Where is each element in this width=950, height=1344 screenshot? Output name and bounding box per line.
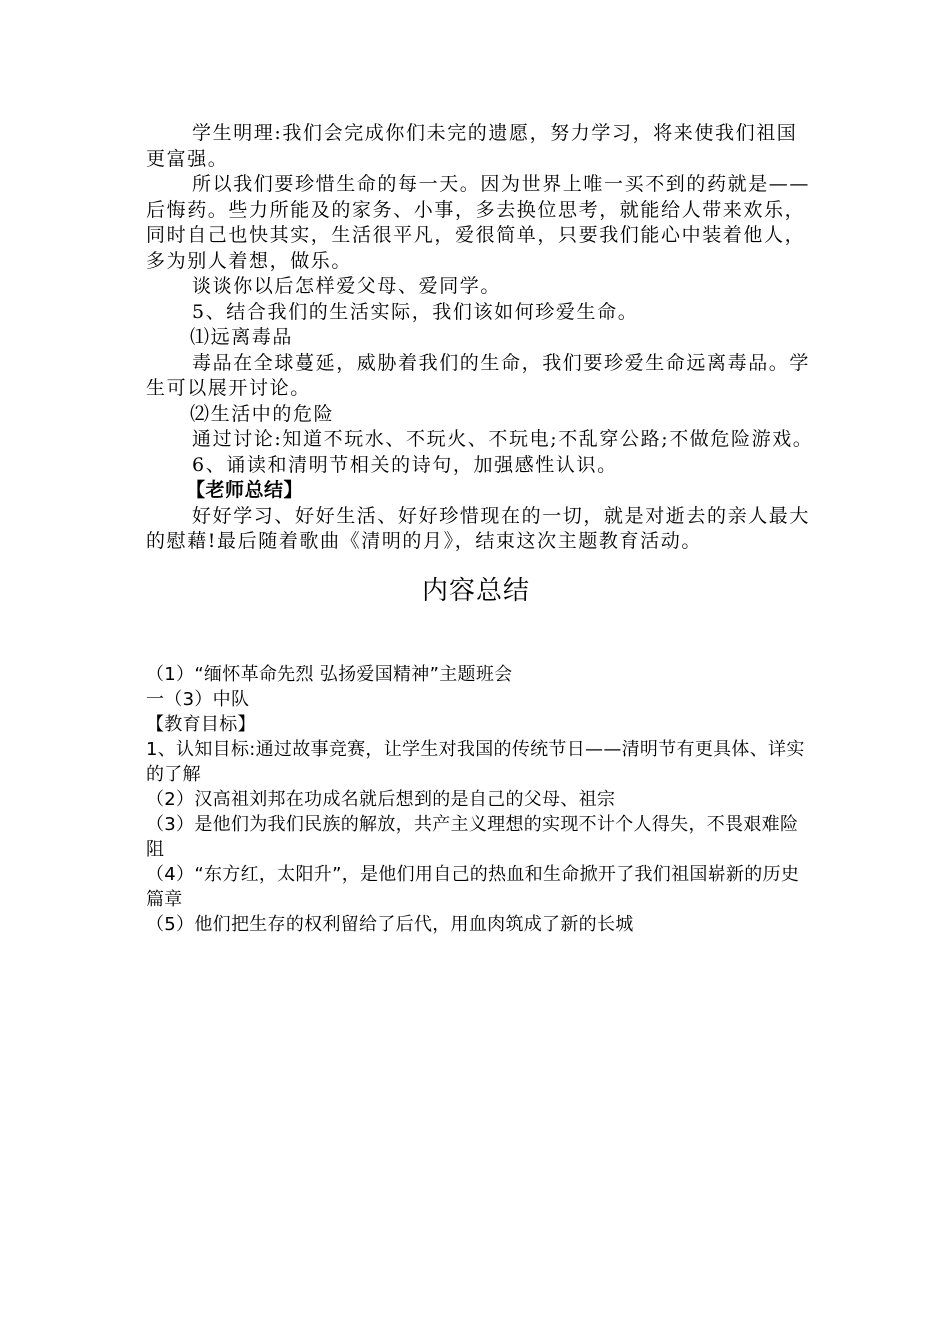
summary-line: （2）汉高祖刘邦在功成名就后想到的是自己的父母、祖宗: [146, 788, 616, 810]
paragraph-student-understanding: 学生明理:我们会完成你们未完的遗愿，努力学习，将来使我们祖国更富强。: [146, 122, 798, 170]
subheading-avoid-drugs: ⑴远离毒品: [190, 326, 294, 348]
summary-line: 【教育目标】: [146, 713, 256, 735]
summary-line: （5）他们把生存的权利留给了后代，用血肉筑成了新的长城: [146, 913, 634, 935]
paragraph-cherish-life: 所以我们要珍惜生命的每一天。因为世界上唯一买不到的药就是——后悔药。些力所能及的家务、小事，多去换位思考，就能给人带来欢乐，同时自己也快其实，生活很平凡，爱很简单，只要我们能心中装着他人，多为别人着想，做乐。: [146, 173, 811, 272]
paragraph-step-6: 6、诵读和清明节相关的诗句，加强感性认识。: [192, 453, 618, 476]
lesson-body: [146, 121, 816, 555]
paragraph-teacher-summary: 好好学习、好好生活、好好珍惜现在的一切，就是对逝去的亲人最大的慰藉!最后随着歌曲《清明的月》，结束这次主题教育活动。: [146, 504, 811, 552]
document-page: [146, 121, 816, 937]
summary-line: （3）是他们为我们民族的解放，共产主义理想的实现不计个人得失，不畏艰难险阻: [146, 813, 799, 860]
paragraph-dangers: 通过讨论:知道不玩水、不玩火、不玩电;不乱穿公路;不做危险游戏。: [192, 428, 814, 450]
summary-list: [146, 662, 816, 937]
summary-line: （1）“缅怀革命先烈 弘扬爱国精神”主题班会: [146, 663, 513, 685]
teacher-summary-heading: 【老师总结】: [186, 479, 304, 501]
subheading-life-dangers: ⑵生活中的危险: [190, 402, 335, 425]
paragraph-step-5: 5、结合我们的生活实际，我们该如何珍爱生命。: [192, 300, 639, 323]
summary-line: （4）“东方红，太阳升”，是他们用自己的热血和生命掀开了我们祖国崭新的历史篇章: [146, 863, 800, 910]
summary-line: 一（3）中队: [146, 688, 250, 710]
summary-title: 内容总结: [421, 575, 530, 606]
paragraph-discussion-prompt: 谈谈你以后怎样爱父母、爱同学。: [192, 275, 502, 297]
summary-line: 1、认知目标:通过故事竞赛，让学生对我国的传统节日——清明节有更具体、详实的了解: [146, 738, 805, 785]
paragraph-drugs: 毒品在全球蔓延，威胁着我们的生命，我们要珍爱生命远离毒品。学生可以展开讨论。: [146, 351, 811, 399]
